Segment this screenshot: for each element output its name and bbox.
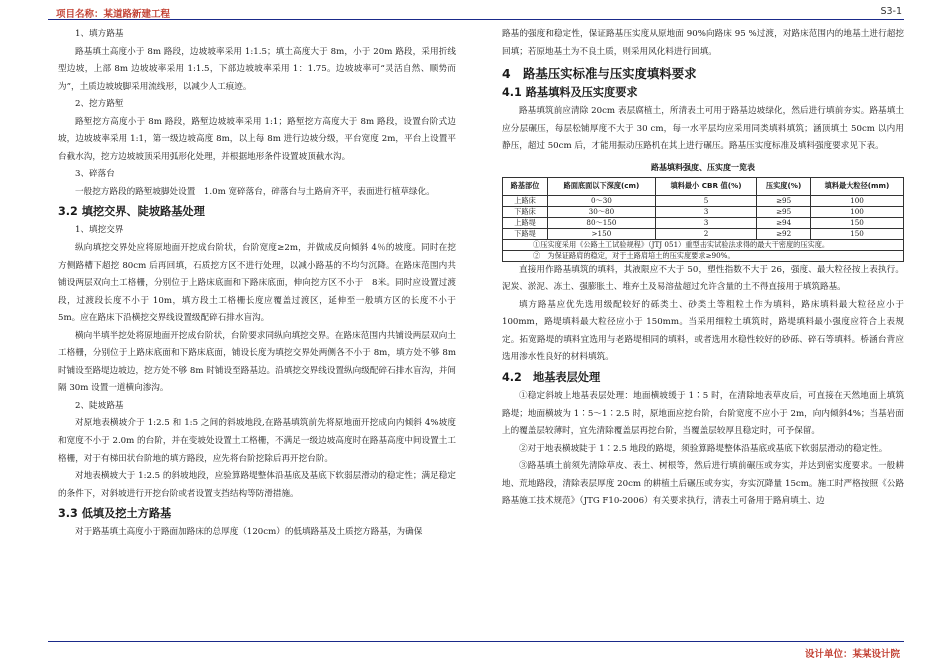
table-cell: 5: [655, 195, 756, 206]
paragraph: 一般挖方路段的路堑坡脚处设置 1.0m 宽碎落台，碎落台与土路肩齐平，表面进行植草绿化。: [75, 186, 435, 197]
table-row: [503, 217, 904, 228]
paragraph: ②对于地表横坡陡于 1∶2.5 地段的路堤，须验算路堤整体沿基底或基底下软弱层滑动的稳定性。: [519, 443, 888, 454]
paragraph: 路基的强度和稳定性，保证路基压实度从原地面 90%向路床 95 %过渡，对路床范围内的地基土进行超挖回填；若原地基土为不良土质，则采用风化料进行回填。: [502, 29, 904, 57]
section-heading-3-2: 3.2 填挖交界、陡坡路基处理: [58, 205, 205, 219]
table-cell: ≥94: [757, 217, 811, 228]
table-row: [503, 195, 904, 206]
paragraph: 路基填筑前应清除 20cm 表层腐植土，所清表土可用于路基边坡绿化，然后进行填前夯实。路基填土应分层碾压，每层松铺厚度不大于 30 cm，每一水平层均应采用同类填料填筑；涵顶填土 50cm 以内用静压，超过 50cm 后，才能用振动压路机在其上进行碾压。路基压实度标准及填料强度要求见下表。: [502, 106, 904, 152]
paragraph: 对于路基填土高度小于路面加路床的总厚度（120cm）的低填路基及土质挖方路基，为确保: [75, 527, 423, 538]
table-cell: 下路堤: [503, 228, 548, 239]
table-cell: 150: [810, 217, 903, 228]
table-cell: 100: [810, 195, 903, 206]
designer-name: 设计单位：某某设计院: [804, 649, 900, 660]
section-heading-4: 4 路基压实标准与压实度填料要求: [502, 66, 697, 82]
subsection-title: 3、碎落台: [75, 169, 115, 180]
subsection-title: 2、陡坡路基: [75, 400, 124, 411]
table-cell: 150: [810, 228, 903, 239]
table-cell: 2: [655, 228, 756, 239]
paragraph: 直接用作路基填筑的填料，其液限应不大于 50，塑性指数不大于 26，强度、最大粒径按上表执行。泥炭、淤泥、冻土、强膨胀土、堆弃土及易溶盐超过允许含量的土不得直接用于填筑路基。: [502, 264, 904, 293]
table-note-row: [503, 250, 904, 261]
table-cell: 100: [810, 206, 903, 217]
table-cell: 3: [655, 217, 756, 228]
table-caption: 路基填料强度、压实度一览表: [651, 162, 755, 172]
table-note-row: [503, 239, 904, 250]
footer-rule: [48, 641, 904, 642]
fill-material-table: [502, 177, 904, 262]
table-row: [503, 228, 904, 239]
paragraph: 纵向填挖交界处应将原地面开挖成台阶状，台阶宽度≥2m，并做成反向倾斜 4％的坡度。同时在挖方侧路槽下超挖 80cm 后再回填，石质挖方区不进行处理，以减小路基的不均匀沉降。在路床范围内共铺设两层双向土工格栅，分别位于上路床底面和下路床底面，伸向挖方区不小于 8米。同时应设置过渡段，过渡段长度不小于 10m，填方段土工格栅长度应覆盖过渡区，延伸至一般填方区的长度不小于 5m。应在路床下沿横挖交界线设置级配碎石排水盲沟。: [58, 243, 456, 324]
page-number: S3-1: [880, 6, 902, 17]
table-note: ② 为保证路肩的稳定，对于土路肩培土的压实度要求≥90%。: [503, 250, 904, 261]
right-column: [502, 26, 904, 511]
table-header-cell: 路面底面以下深度(cm): [548, 177, 656, 195]
header-rule: [48, 19, 904, 20]
table-cell: 3: [655, 206, 756, 217]
subsection-title: 1、填方路基: [75, 29, 124, 39]
paragraph: 横向半填半挖处将原地面开挖成台阶状，台阶要求同纵向填挖交界。在路床范围内共铺设两层双向土工格栅，分别位于上路床底面和下路床底面，铺设长度为填挖交界处两侧各不小于 8m，填方处不够 8m 时铺设至路堤边坡边，挖方处不够 8m 时铺设至路基边。沿填挖交界线设置纵向级配碎石排水盲沟，并间隔 30m 设置一道横向渗沟。: [58, 330, 456, 394]
table-cell: 0～30: [548, 195, 656, 206]
paragraph: 对地表横坡大于 1:2.5 的斜坡地段，应验算路堤整体沿基底及基底下软弱层滑动的稳定性；满足稳定的条件下，对斜坡进行开挖台阶或者设置支挡结构等防滑措施。: [58, 471, 456, 499]
project-name: 项目名称：某道路新建工程: [56, 9, 171, 20]
section-heading-4-2: 4.2 地基表层处理: [502, 371, 601, 385]
paragraph: 填方路基应优先选用级配较好的砾类土、砂类土等粗粒土作为填料，路床填料最大粒径应小于 100mm，路堤填料最大粒径应小于 150mm。当采用细粒土填筑时，路堤填料最小强度应符合上表规定。拓宽路堤的填料宜选用与老路堤相同的填料，或者选用水稳性较好的砂砾、碎石等填料。桥涵台背应选用渗水性良好的材料填筑。: [502, 299, 904, 363]
table-cell: >150: [548, 228, 656, 239]
table-header-row: [503, 177, 904, 195]
table-cell: ≥92: [757, 228, 811, 239]
subsection-title: 2、挖方路堑: [75, 99, 124, 110]
table-cell: ≥95: [757, 206, 811, 217]
paragraph: ③路基填土前须先清除草皮、表土、树根等，然后进行填前碾压或夯实，并达到密实度要求。一般耕地、荒地路段，清除表层厚度 20cm 的耕植土后碾压或夯实，夯实沉降量 15cm。施工时严格按照《公路路基施工技术规范》（JTG F10-2006）有关要求执行，清表土可备用于路肩填土、边: [502, 461, 904, 507]
paragraph: 路基填土高度小于 8m 路段，边坡坡率采用 1:1.5；填土高度大于 8m，小于 20m 路段，采用折线型边坡，上部 8m 边坡坡率采用 1:1.5，下部边坡坡率采用 1：1.75。边坡坡率可“灵活自然、顺势而为”，土质边坡坡脚采用流线形，以减少人工痕迹。: [58, 46, 456, 92]
left-column: [58, 26, 456, 542]
section-heading-4-1: 4.1 路基填料及压实度要求: [502, 86, 638, 100]
table-cell: 30～80: [548, 206, 656, 217]
table-row: [503, 206, 904, 217]
table-cell: 上路床: [503, 195, 548, 206]
table-header-cell: 填料最小 CBR 值(%): [655, 177, 756, 195]
page-header: [48, 6, 904, 20]
table-header-cell: 路基部位: [503, 177, 548, 195]
table-cell: 下路床: [503, 206, 548, 217]
table-cell: 上路堤: [503, 217, 548, 228]
table-cell: ≥95: [757, 195, 811, 206]
table-header-cell: 填料最大粒径(mm): [810, 177, 903, 195]
subsection-title: 1、填挖交界: [75, 225, 124, 236]
paragraph: ①稳定斜坡上地基表层处理：地面横坡缓于 1∶5 时，在清除地表草皮后，可直接在天然地面上填筑路堤；地面横坡为 1∶5～1∶2.5 时，原地面应挖台阶，台阶宽度不应小于 2m，向内倾斜4%；当基岩面上的覆盖层较薄时，宜先清除覆盖层再挖台阶，当覆盖层较厚且稳定时，可予保留。: [502, 391, 904, 437]
table-note: ①压实度采用《公路土工试验规程》（JTJ 051）重型击实试验法求得的最大干密度的压实度。: [503, 239, 904, 250]
table-header-cell: 压实度(%): [757, 177, 811, 195]
table-cell: 80～150: [548, 217, 656, 228]
section-heading-3-3: 3.3 低填及挖土方路基: [58, 507, 172, 521]
paragraph: 对原地表横坡介于 1:2.5 和 1:5 之间的斜坡地段,在路基填筑前先将原地面开挖成向内倾斜 4%坡度和宽度不小于 2.0m 的台阶，并在变坡处设置土工格栅，不满足一级边坡高度时在路基高度中间设置土工格栅，对于有梯田状台阶地的填方路段，应先将台阶挖除后再开挖台阶。: [58, 418, 456, 464]
paragraph: 路堑挖方高度小于 8m 路段，路堑边坡坡率采用 1:1；路堑挖方高度大于 8m 路段，设置台阶式边坡，边坡坡率采用 1:1，第一级边坡高度 8m，以上每 8m 进行边坡分级，平台宽度 2m，平台上设置平台截水沟，挖方边坡坡顶采用弧形化处理，并根据地形条件设置坡顶截水沟。: [58, 116, 456, 162]
